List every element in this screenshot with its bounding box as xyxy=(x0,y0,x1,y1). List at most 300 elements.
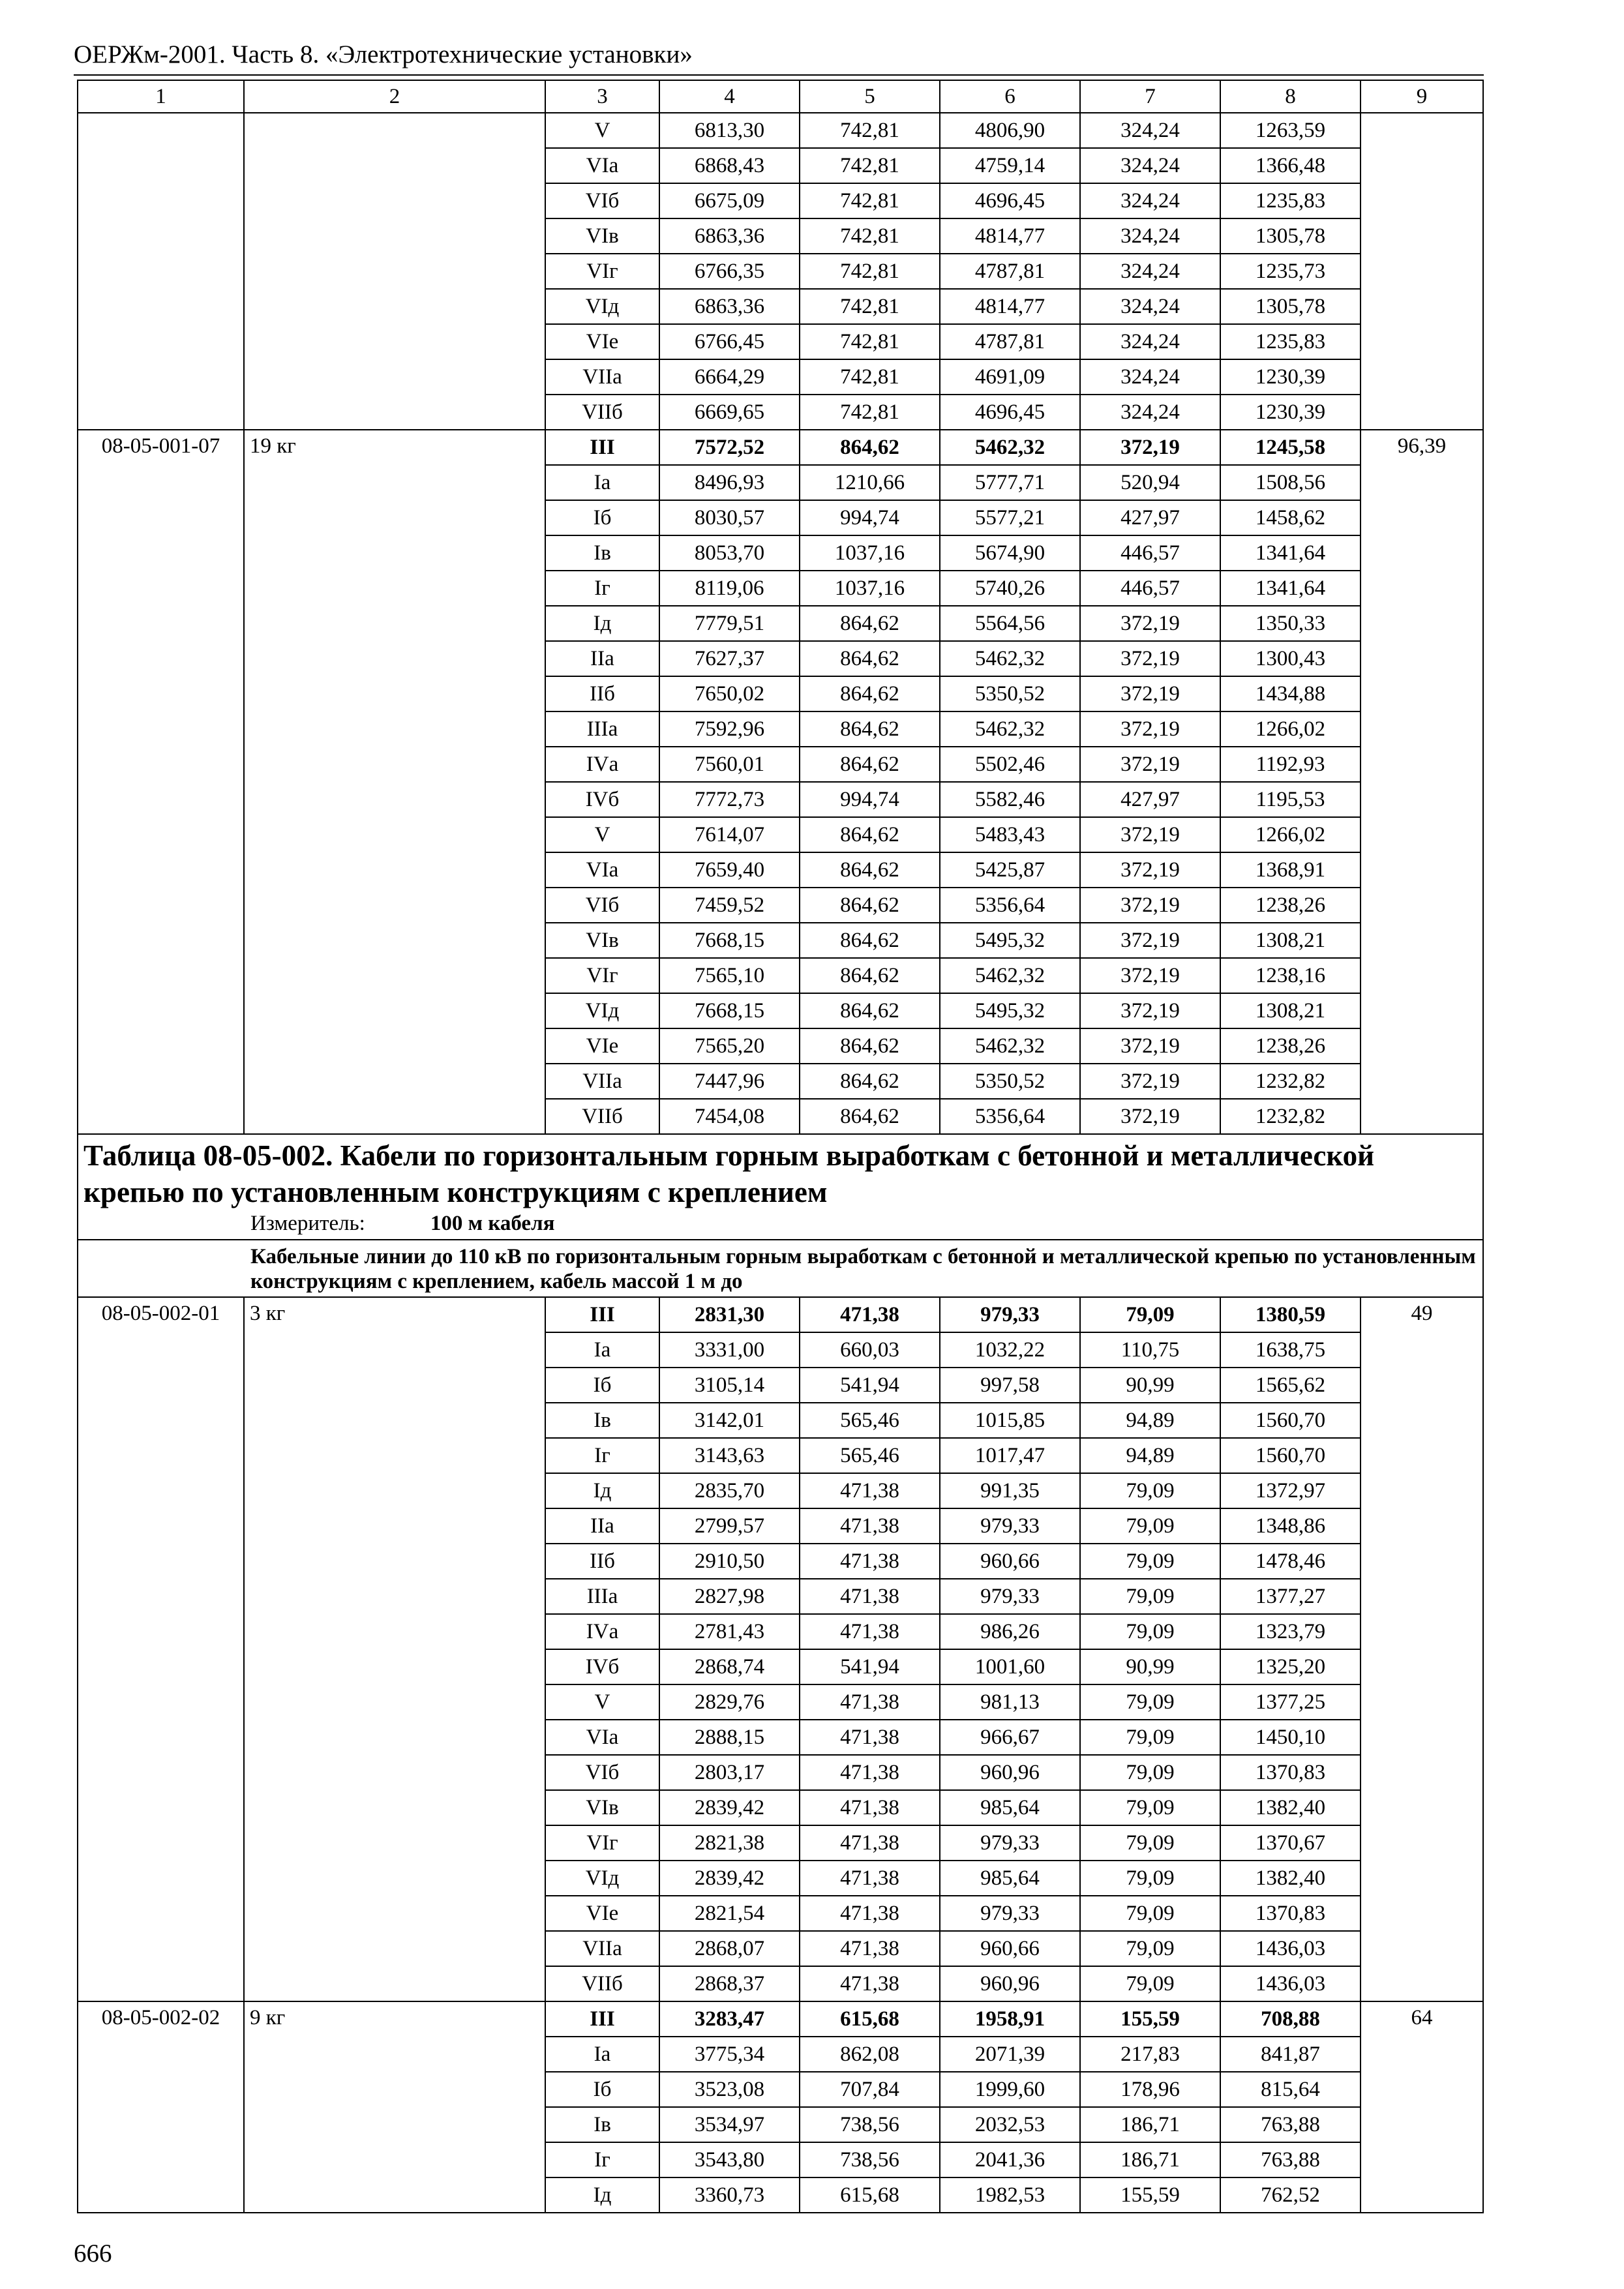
value-cell: 79,09 xyxy=(1080,1473,1220,1508)
value-cell: 742,81 xyxy=(800,289,940,324)
value-cell: 864,62 xyxy=(800,1028,940,1064)
value-cell: 763,88 xyxy=(1220,2142,1361,2177)
value-cell: 5740,26 xyxy=(940,571,1080,606)
value-cell: 1982,53 xyxy=(940,2177,1080,2213)
value-cell: 1300,43 xyxy=(1220,641,1361,676)
value-cell: 5777,71 xyxy=(940,465,1080,500)
value-cell: 5462,32 xyxy=(940,711,1080,747)
value-cell: 5356,64 xyxy=(940,888,1080,923)
value-cell: 427,97 xyxy=(1080,782,1220,817)
value-cell: 738,56 xyxy=(800,2107,940,2142)
value-cell: 7459,52 xyxy=(659,888,800,923)
value-cell: 1266,02 xyxy=(1220,711,1361,747)
value-cell: 5462,32 xyxy=(940,641,1080,676)
value-cell: 742,81 xyxy=(800,183,940,218)
zone-cell: Iб xyxy=(545,1368,659,1403)
zone-cell: Iб xyxy=(545,2072,659,2107)
value-cell: 707,84 xyxy=(800,2072,940,2107)
value-cell: 6766,45 xyxy=(659,324,800,359)
table-row xyxy=(78,2001,1483,2037)
value-cell: 1341,64 xyxy=(1220,535,1361,571)
value-cell: 2868,74 xyxy=(659,1649,800,1684)
zone-cell: VIIб xyxy=(545,395,659,430)
value-cell: 660,03 xyxy=(800,1332,940,1368)
column-number: 2 xyxy=(244,80,545,113)
zone-cell: VIа xyxy=(545,852,659,888)
value-cell: 1001,60 xyxy=(940,1649,1080,1684)
value-cell: 79,09 xyxy=(1080,1508,1220,1544)
value-cell: 864,62 xyxy=(800,676,940,711)
table-row xyxy=(78,1297,1483,1332)
zone-cell: V xyxy=(545,1684,659,1720)
value-cell: 520,94 xyxy=(1080,465,1220,500)
value-cell: 1266,02 xyxy=(1220,817,1361,852)
value-cell: 471,38 xyxy=(800,1825,940,1861)
table-section-08-05-002 xyxy=(78,1297,1483,2213)
value-cell: 372,19 xyxy=(1080,1099,1220,1134)
value-cell: 2835,70 xyxy=(659,1473,800,1508)
value-cell: 471,38 xyxy=(800,1861,940,1896)
value-cell: 7668,15 xyxy=(659,923,800,958)
zone-cell: IIа xyxy=(545,1508,659,1544)
page-number: 666 xyxy=(74,2239,112,2267)
value-cell: 1210,66 xyxy=(800,465,940,500)
value-cell: 79,09 xyxy=(1080,1825,1220,1861)
zone-cell: Iд xyxy=(545,1473,659,1508)
value-cell: 471,38 xyxy=(800,1790,940,1825)
value-cell: 4814,77 xyxy=(940,289,1080,324)
value-cell: 1238,26 xyxy=(1220,1028,1361,1064)
zone-cell: Iг xyxy=(545,2142,659,2177)
value-cell: 1308,21 xyxy=(1220,923,1361,958)
value-cell: 4691,09 xyxy=(940,359,1080,395)
value-cell: 5495,32 xyxy=(940,923,1080,958)
value-cell: 864,62 xyxy=(800,747,940,782)
value-cell: 471,38 xyxy=(800,1544,940,1579)
value-cell: 2888,15 xyxy=(659,1720,800,1755)
value-cell: 979,33 xyxy=(940,1579,1080,1614)
value-cell: 5350,52 xyxy=(940,1064,1080,1099)
value-cell: 7772,73 xyxy=(659,782,800,817)
value-cell: 966,67 xyxy=(940,1720,1080,1755)
value-cell: 5502,46 xyxy=(940,747,1080,782)
value-cell: 864,62 xyxy=(800,1099,940,1134)
value-cell: 979,33 xyxy=(940,1825,1080,1861)
value-cell: 960,66 xyxy=(940,1544,1080,1579)
value-cell: 94,89 xyxy=(1080,1403,1220,1438)
value-cell: 79,09 xyxy=(1080,1579,1220,1614)
column-9-cell xyxy=(1361,113,1483,430)
rate-code-cell: 08-05-002-02 xyxy=(78,2001,244,2213)
cable-mass-cell: 19 кг xyxy=(244,430,545,1134)
value-cell: 1377,25 xyxy=(1220,1684,1361,1720)
value-cell: 565,46 xyxy=(800,1438,940,1473)
value-cell: 471,38 xyxy=(800,1755,940,1790)
value-cell: 8496,93 xyxy=(659,465,800,500)
value-cell: 762,52 xyxy=(1220,2177,1361,2213)
zone-cell: Iд xyxy=(545,606,659,641)
zone-cell: VIе xyxy=(545,324,659,359)
column-number: 4 xyxy=(659,80,800,113)
value-cell: 372,19 xyxy=(1080,430,1220,465)
value-cell: 864,62 xyxy=(800,430,940,465)
value-cell: 94,89 xyxy=(1080,1438,1220,1473)
value-cell: 5577,21 xyxy=(940,500,1080,535)
zone-cell: VIг xyxy=(545,958,659,993)
value-cell: 79,09 xyxy=(1080,1966,1220,2001)
value-cell: 742,81 xyxy=(800,395,940,430)
value-cell: 3775,34 xyxy=(659,2037,800,2072)
zone-cell: VIг xyxy=(545,254,659,289)
value-cell: 79,09 xyxy=(1080,1544,1220,1579)
value-cell: 2839,42 xyxy=(659,1790,800,1825)
value-cell: 372,19 xyxy=(1080,1028,1220,1064)
zone-cell: VIв xyxy=(545,218,659,254)
value-cell: 742,81 xyxy=(800,113,940,148)
value-cell: 708,88 xyxy=(1220,2001,1361,2037)
value-cell: 1370,83 xyxy=(1220,1896,1361,1931)
zone-cell: V xyxy=(545,113,659,148)
measure-unit-label: Измеритель: xyxy=(250,1212,365,1235)
value-cell: 7627,37 xyxy=(659,641,800,676)
header-divider xyxy=(74,74,1484,76)
value-cell: 2799,57 xyxy=(659,1508,800,1544)
value-cell: 864,62 xyxy=(800,852,940,888)
value-cell: 372,19 xyxy=(1080,711,1220,747)
value-cell: 324,24 xyxy=(1080,113,1220,148)
table-title-cell xyxy=(78,1134,1483,1240)
value-cell: 6669,65 xyxy=(659,395,800,430)
value-cell: 90,99 xyxy=(1080,1649,1220,1684)
value-cell: 471,38 xyxy=(800,1473,940,1508)
value-cell: 742,81 xyxy=(800,359,940,395)
value-cell: 1192,93 xyxy=(1220,747,1361,782)
value-cell: 742,81 xyxy=(800,218,940,254)
value-cell: 79,09 xyxy=(1080,1755,1220,1790)
zone-cell: III xyxy=(545,2001,659,2037)
value-cell: 2821,54 xyxy=(659,1896,800,1931)
value-cell: 5356,64 xyxy=(940,1099,1080,1134)
value-cell: 2071,39 xyxy=(940,2037,1080,2072)
value-cell: 1377,27 xyxy=(1220,1579,1361,1614)
value-cell: 979,33 xyxy=(940,1508,1080,1544)
value-cell: 2868,37 xyxy=(659,1966,800,2001)
value-cell: 3283,47 xyxy=(659,2001,800,2037)
value-cell: 1263,59 xyxy=(1220,113,1361,148)
value-cell: 372,19 xyxy=(1080,747,1220,782)
value-cell: 864,62 xyxy=(800,923,940,958)
zone-cell: IIIа xyxy=(545,1579,659,1614)
zone-cell: Iв xyxy=(545,2107,659,2142)
value-cell: 541,94 xyxy=(800,1368,940,1403)
value-cell: 7565,10 xyxy=(659,958,800,993)
zone-cell: VIд xyxy=(545,289,659,324)
zone-cell: Iв xyxy=(545,535,659,571)
value-cell: 1560,70 xyxy=(1220,1403,1361,1438)
value-cell: 1017,47 xyxy=(940,1438,1080,1473)
value-cell: 979,33 xyxy=(940,1896,1080,1931)
column-number: 5 xyxy=(800,80,940,113)
value-cell: 994,74 xyxy=(800,500,940,535)
measure-unit-line xyxy=(78,1210,1482,1239)
value-cell: 1458,62 xyxy=(1220,500,1361,535)
value-cell: 981,13 xyxy=(940,1684,1080,1720)
value-cell: 3523,08 xyxy=(659,2072,800,2107)
zone-cell: VIб xyxy=(545,183,659,218)
value-cell: 79,09 xyxy=(1080,1896,1220,1931)
zone-cell: IIб xyxy=(545,676,659,711)
value-cell: 1382,40 xyxy=(1220,1861,1361,1896)
value-cell: 4759,14 xyxy=(940,148,1080,183)
value-cell: 1372,97 xyxy=(1220,1473,1361,1508)
value-cell: 960,96 xyxy=(940,1966,1080,2001)
value-cell: 5425,87 xyxy=(940,852,1080,888)
table-08-05-002-heading xyxy=(78,1134,1483,1297)
value-cell: 372,19 xyxy=(1080,958,1220,993)
value-cell: 79,09 xyxy=(1080,1684,1220,1720)
value-cell: 5564,56 xyxy=(940,606,1080,641)
value-cell: 4696,45 xyxy=(940,395,1080,430)
zone-cell: IIб xyxy=(545,1544,659,1579)
value-cell: 864,62 xyxy=(800,641,940,676)
value-cell: 155,59 xyxy=(1080,2001,1220,2037)
value-cell: 471,38 xyxy=(800,1966,940,2001)
table-title-row xyxy=(78,1134,1483,1240)
zone-cell: VIв xyxy=(545,1790,659,1825)
column-number: 9 xyxy=(1361,80,1483,113)
zone-cell: Iв xyxy=(545,1403,659,1438)
value-cell: 1305,78 xyxy=(1220,218,1361,254)
value-cell: 2041,36 xyxy=(940,2142,1080,2177)
zone-cell: IIа xyxy=(545,641,659,676)
value-cell: 862,08 xyxy=(800,2037,940,2072)
zone-cell: IVб xyxy=(545,1649,659,1684)
value-cell: 7650,02 xyxy=(659,676,800,711)
value-cell: 565,46 xyxy=(800,1403,940,1438)
cable-mass-cell xyxy=(244,113,545,430)
value-cell: 864,62 xyxy=(800,1064,940,1099)
value-cell: 985,64 xyxy=(940,1790,1080,1825)
value-cell: 1478,46 xyxy=(1220,1544,1361,1579)
value-cell: 324,24 xyxy=(1080,183,1220,218)
value-cell: 7447,96 xyxy=(659,1064,800,1099)
table-row xyxy=(78,113,1483,148)
value-cell: 2868,07 xyxy=(659,1931,800,1966)
value-cell: 763,88 xyxy=(1220,2107,1361,2142)
value-cell: 79,09 xyxy=(1080,1297,1220,1332)
value-cell: 7659,40 xyxy=(659,852,800,888)
value-cell: 5582,46 xyxy=(940,782,1080,817)
value-cell: 7614,07 xyxy=(659,817,800,852)
value-cell: 471,38 xyxy=(800,1579,940,1614)
value-cell: 742,81 xyxy=(800,254,940,289)
value-cell: 997,58 xyxy=(940,1368,1080,1403)
value-cell: 79,09 xyxy=(1080,1614,1220,1649)
zone-cell: VIIа xyxy=(545,1064,659,1099)
zone-cell: Iб xyxy=(545,500,659,535)
value-cell: 2839,42 xyxy=(659,1861,800,1896)
value-cell: 471,38 xyxy=(800,1297,940,1332)
value-cell: 155,59 xyxy=(1080,2177,1220,2213)
value-cell: 994,74 xyxy=(800,782,940,817)
zone-cell: Iа xyxy=(545,2037,659,2072)
zone-cell: III xyxy=(545,1297,659,1332)
value-cell: 1350,33 xyxy=(1220,606,1361,641)
column-number: 1 xyxy=(78,80,244,113)
value-cell: 1230,39 xyxy=(1220,359,1361,395)
value-cell: 8053,70 xyxy=(659,535,800,571)
value-cell: 446,57 xyxy=(1080,571,1220,606)
zone-cell: VIб xyxy=(545,1755,659,1790)
value-cell: 372,19 xyxy=(1080,852,1220,888)
value-cell: 1436,03 xyxy=(1220,1931,1361,1966)
page-header: ОЕРЖм-2001. Часть 8. «Электротехнические установки» xyxy=(74,40,693,68)
column-number: 8 xyxy=(1220,80,1361,113)
value-cell: 1366,48 xyxy=(1220,148,1361,183)
value-cell: 1195,53 xyxy=(1220,782,1361,817)
value-cell: 178,96 xyxy=(1080,2072,1220,2107)
value-cell: 3360,73 xyxy=(659,2177,800,2213)
value-cell: 1325,20 xyxy=(1220,1649,1361,1684)
value-cell: 4787,81 xyxy=(940,324,1080,359)
value-cell: 1037,16 xyxy=(800,535,940,571)
value-cell: 6863,36 xyxy=(659,289,800,324)
zone-cell: Iа xyxy=(545,465,659,500)
zone-cell: IVб xyxy=(545,782,659,817)
zone-cell: V xyxy=(545,817,659,852)
value-cell: 1232,82 xyxy=(1220,1099,1361,1134)
value-cell: 985,64 xyxy=(940,1861,1080,1896)
zone-cell: VIд xyxy=(545,993,659,1028)
value-cell: 471,38 xyxy=(800,1720,940,1755)
value-cell: 1508,56 xyxy=(1220,465,1361,500)
value-cell: 7592,96 xyxy=(659,711,800,747)
value-cell: 5462,32 xyxy=(940,958,1080,993)
value-cell: 1235,83 xyxy=(1220,324,1361,359)
value-cell: 1341,64 xyxy=(1220,571,1361,606)
value-cell: 1305,78 xyxy=(1220,289,1361,324)
column-number-row xyxy=(78,80,1483,113)
value-cell: 5674,90 xyxy=(940,535,1080,571)
value-cell: 864,62 xyxy=(800,993,940,1028)
value-cell: 79,09 xyxy=(1080,1790,1220,1825)
value-cell: 1015,85 xyxy=(940,1403,1080,1438)
value-cell: 1032,22 xyxy=(940,1332,1080,1368)
value-cell: 110,75 xyxy=(1080,1332,1220,1368)
value-cell: 2032,53 xyxy=(940,2107,1080,2142)
value-cell: 324,24 xyxy=(1080,254,1220,289)
value-cell: 90,99 xyxy=(1080,1368,1220,1403)
cable-mass-cell: 3 кг xyxy=(244,1297,545,2001)
value-cell: 4696,45 xyxy=(940,183,1080,218)
value-cell: 471,38 xyxy=(800,1508,940,1544)
zone-cell: VIIа xyxy=(545,1931,659,1966)
value-cell: 6664,29 xyxy=(659,359,800,395)
value-cell: 3543,80 xyxy=(659,2142,800,2177)
value-cell: 1565,62 xyxy=(1220,1368,1361,1403)
zone-cell: VIг xyxy=(545,1825,659,1861)
value-cell: 446,57 xyxy=(1080,535,1220,571)
value-cell: 372,19 xyxy=(1080,606,1220,641)
value-cell: 372,19 xyxy=(1080,676,1220,711)
zone-cell: IVа xyxy=(545,747,659,782)
zone-cell: Iд xyxy=(545,2177,659,2213)
value-cell: 1238,26 xyxy=(1220,888,1361,923)
value-cell: 991,35 xyxy=(940,1473,1080,1508)
value-cell: 979,33 xyxy=(940,1297,1080,1332)
value-cell: 864,62 xyxy=(800,817,940,852)
value-cell: 1245,58 xyxy=(1220,430,1361,465)
value-cell: 864,62 xyxy=(800,606,940,641)
value-cell: 186,71 xyxy=(1080,2142,1220,2177)
zone-cell: VIIа xyxy=(545,359,659,395)
table-section-08-05-001 xyxy=(78,80,1483,1134)
value-cell: 1999,60 xyxy=(940,2072,1080,2107)
value-cell: 2781,43 xyxy=(659,1614,800,1649)
value-cell: 742,81 xyxy=(800,324,940,359)
value-cell: 7560,01 xyxy=(659,747,800,782)
value-cell: 8030,57 xyxy=(659,500,800,535)
value-cell: 1323,79 xyxy=(1220,1614,1361,1649)
value-cell: 7572,52 xyxy=(659,430,800,465)
zone-cell: Iг xyxy=(545,1438,659,1473)
value-cell: 3534,97 xyxy=(659,2107,800,2142)
value-cell: 3331,00 xyxy=(659,1332,800,1368)
value-cell: 79,09 xyxy=(1080,1720,1220,1755)
value-cell: 2803,17 xyxy=(659,1755,800,1790)
zone-cell: VIб xyxy=(545,888,659,923)
value-cell: 1238,16 xyxy=(1220,958,1361,993)
rate-code-cell: 08-05-001-07 xyxy=(78,430,244,1134)
value-cell: 1235,83 xyxy=(1220,183,1361,218)
value-cell: 1037,16 xyxy=(800,571,940,606)
value-cell: 1560,70 xyxy=(1220,1438,1361,1473)
value-cell: 615,68 xyxy=(800,2001,940,2037)
measure-unit-value: 100 м кабеля xyxy=(430,1212,555,1235)
value-cell: 864,62 xyxy=(800,958,940,993)
value-cell: 7454,08 xyxy=(659,1099,800,1134)
value-cell: 372,19 xyxy=(1080,993,1220,1028)
value-cell: 5462,32 xyxy=(940,1028,1080,1064)
zone-cell: VIе xyxy=(545,1028,659,1064)
value-cell: 1235,73 xyxy=(1220,254,1361,289)
value-cell: 960,66 xyxy=(940,1931,1080,1966)
value-cell: 79,09 xyxy=(1080,1861,1220,1896)
value-cell: 5495,32 xyxy=(940,993,1080,1028)
rate-code-cell xyxy=(78,113,244,430)
zone-cell: VIа xyxy=(545,1720,659,1755)
value-cell: 372,19 xyxy=(1080,888,1220,923)
rate-code-cell: 08-05-002-01 xyxy=(78,1297,244,2001)
value-cell: 324,24 xyxy=(1080,289,1220,324)
value-cell: 2821,38 xyxy=(659,1825,800,1861)
value-cell: 7668,15 xyxy=(659,993,800,1028)
value-cell: 324,24 xyxy=(1080,148,1220,183)
value-cell: 6675,09 xyxy=(659,183,800,218)
value-cell: 864,62 xyxy=(800,888,940,923)
table-subheading-cell xyxy=(78,1240,1483,1297)
value-cell: 471,38 xyxy=(800,1896,940,1931)
column-number: 3 xyxy=(545,80,659,113)
zone-cell: VIIб xyxy=(545,1099,659,1134)
value-cell: 1958,91 xyxy=(940,2001,1080,2037)
value-cell: 1370,67 xyxy=(1220,1825,1361,1861)
value-cell: 841,87 xyxy=(1220,2037,1361,2072)
value-cell: 372,19 xyxy=(1080,923,1220,958)
value-cell: 217,83 xyxy=(1080,2037,1220,2072)
value-cell: 324,24 xyxy=(1080,359,1220,395)
value-cell: 864,62 xyxy=(800,711,940,747)
